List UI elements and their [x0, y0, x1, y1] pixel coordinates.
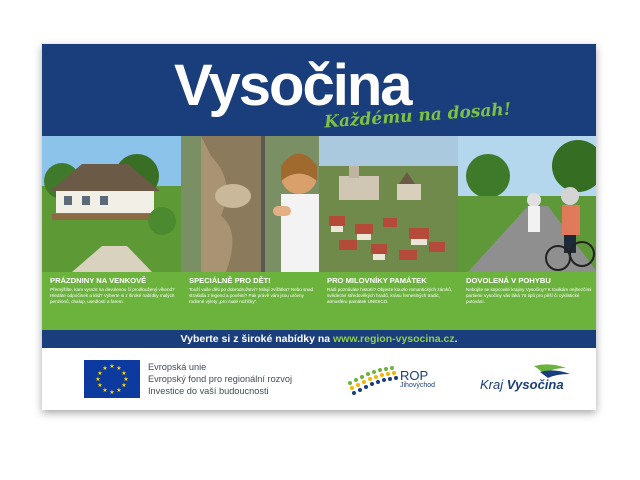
svg-text:★: ★: [97, 370, 103, 377]
column-text: Touží vaše děti po dobrodružství? Milují zvířátka? Nebo snad strašidla z legend a pověstí? Pak právě vám jsou určeny rodinné výlety „pro malé nožičky“.: [189, 287, 314, 304]
svg-text:★: ★: [116, 365, 122, 372]
kraj-prefix: Kraj: [480, 377, 504, 392]
column-heading: DOVOLENÁ V POHYBU: [466, 276, 551, 285]
svg-text:★: ★: [109, 363, 115, 370]
photo-strip: [42, 136, 596, 272]
rop-subtitle: Jihovýchod: [400, 382, 436, 389]
svg-text:★: ★: [95, 376, 101, 383]
eu-line: Evropská unie: [148, 362, 207, 372]
eu-line: Evropský fond pro regionální rozvoj: [148, 374, 293, 384]
column-heading: PRO MILOVNÍKY PAMÁTEK: [327, 276, 427, 285]
poster-header: [42, 44, 596, 136]
website-bar: [42, 330, 596, 348]
poster-title: Vysočina: [174, 53, 411, 118]
poster-slogan: Každému na dosah!: [323, 99, 512, 133]
info-column-monuments: [327, 276, 457, 305]
bar-text: Vyberte si z široké nabídky na: [180, 333, 331, 345]
kraj-name: Vysočina: [506, 377, 564, 392]
svg-text:★: ★: [102, 365, 108, 372]
info-column-kids: [189, 276, 319, 305]
photo-child-tree: [181, 136, 320, 272]
svg-text:★: ★: [121, 370, 127, 377]
eu-line: Investice do vaší budoucnosti: [148, 386, 269, 396]
photo-castle: [319, 136, 458, 272]
svg-text:★: ★: [102, 387, 108, 394]
logo-footer: [42, 348, 596, 410]
column-text: Přemýšlíte, kam vyrazit na devolenou či prodloužený víkend? Hledáte odpočinek a klid? Vyberte si z široké nabídky malých penzionů, chalup, usedlostí a farem.: [50, 287, 175, 304]
column-text: Nebojíte se kopcovité krajiny Vysočiny? K toulkám nejhezčími partiemi Vysočiny vás láká 70 tipů pro pěší či cyklistické putování.: [466, 287, 592, 304]
info-column-rural: [50, 276, 180, 305]
kraj-label: [480, 377, 564, 392]
svg-text:★: ★: [123, 376, 129, 383]
svg-text:★: ★: [116, 387, 122, 394]
column-heading: PRÁZDNINY NA VENKOVĚ: [50, 276, 147, 285]
poster: [42, 44, 596, 410]
rop-name: ROP: [400, 368, 429, 383]
photo-rural-house: [42, 136, 181, 272]
green-info-band: [42, 272, 596, 330]
column-heading: SPECIÁLNĚ PRO DĚTI: [189, 276, 271, 285]
website-link[interactable]: www.region-vysocina.cz: [333, 333, 455, 345]
bar-period: .: [454, 333, 458, 345]
svg-text:★: ★: [121, 382, 127, 389]
rop-logo-icon: [344, 361, 444, 401]
svg-text:★: ★: [97, 382, 103, 389]
photo-cycling: [458, 136, 597, 272]
column-text: Rádi poznáváte historii? Objevte kouzlo romantických zámků, svědectví středověkých hradů, krásu řemeslných tradic, atmosféru památek UNESCO.: [327, 287, 453, 304]
info-column-active: [466, 276, 596, 305]
eu-text-block: [148, 361, 292, 397]
svg-text:★: ★: [109, 389, 115, 396]
eu-flag-icon: [84, 360, 140, 398]
